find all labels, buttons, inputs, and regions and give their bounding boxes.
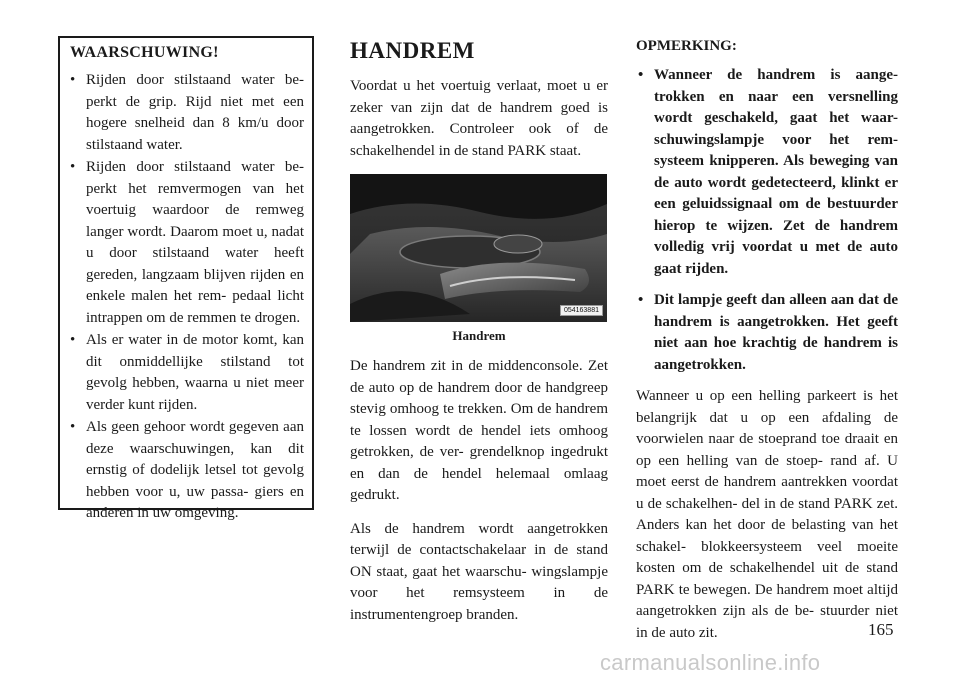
handbrake-illustration [350,174,607,322]
handrem-column [350,38,608,638]
note-title: OPMERKING: [636,38,737,54]
body-paragraph: Als de handrem wordt aangetrokken terwijl de contactschakelaar in de stand ON staat, gaat het waarschu- wingslampje voor het remsysteem in de instrumentengroep branden. [350,520,608,623]
note-item: • Wanneer de handrem is aange- trokken en naar een versnelling wordt geschakeld, gaat het waar- schuwingslampje voor het rem- systeem knipperen. Als beweging van de auto wordt gedetecteerd, klinkt er een geluidssignaal om de bestuurder hierop te wijzen. Zet de handrem volledig vrij voordat u met de auto gaat rijden. [636,65,898,280]
warning-list [68,70,304,525]
figure-id: 054163881 [560,305,603,316]
section-title: HANDREM [350,38,475,63]
note-item: • Dit lampje geeft dan alleen aan dat de handrem is aangetrokken. Het geeft niet aan hoe krachtig de handrem is aangetrokken. [636,290,898,376]
parking-paragraph: Wanneer u op een helling parkeert is het belangrijk dat u op een afdaling de voorwielen naar de stoeprand toe draait en op een helling van de stoep- rand af. U moet eerst de handrem aantrekken voordat u de schakelhen- del in de stand PARK zet. Anders kan het door de belasting van het schakel- blokkeersysteem veel moeite kosten om de schakelhendel uit de stand PARK te bewegen. De handrem moet altijd aangetrokken zijn als de be- stuurder niet in de auto zit. [636,388,898,641]
note-column [636,38,898,656]
warning-item: • Als geen gehoor wordt gegeven aan deze waarschuwingen, kan dit ernstig of dodelijk letsel tot gevolg hebben voor u, uw passa- giers en anderen in uw omgeving. [68,417,304,525]
warning-item: • Als er water in de motor komt, kan dit onmiddellijke stilstand tot gevolg hebben, waarna u niet meer verder kunt rijden. [68,330,304,416]
warning-column [58,36,314,521]
warning-title: WAARSCHUWING! [70,44,219,61]
body-paragraph: De handrem zit in de middenconsole. Zet de auto op de handrem door de handgreep stevig omhoog te trekken. Om de handrem te lossen wordt de hendel iets omhoog getrokken, de ver- grendelknop ingedrukt en dan de hendel helemaal omlaag gedrukt. [350,358,608,503]
watermark: carmanualsonline.info [600,650,821,675]
figure-caption: Handrem [452,328,506,343]
intro-paragraph: Voordat u het voertuig verlaat, moet u er zeker van zijn dat de handrem goed is aangetrokken. Controleer ook of de schakelhendel in de stand PARK staat. [350,78,608,159]
note-list [636,65,898,376]
warning-item: • Rijden door stilstaand water be- perkt de grip. Rijd niet met een hogere snelheid dan 8 km/u door stilstaand water. [68,70,304,156]
warning-box [58,36,314,521]
page-number: 165 [868,620,894,639]
warning-item: • Rijden door stilstaand water be- perkt het remvermogen van het voertuig waardoor de remweg langer wordt. Daarom moet u, nadat u door stilstaand water heeft gereden, langzaam blijven rijden en enkele malen het rem- pedaal licht intrappen om de remmen te drogen. [68,157,304,329]
handbrake-photo [350,174,607,322]
